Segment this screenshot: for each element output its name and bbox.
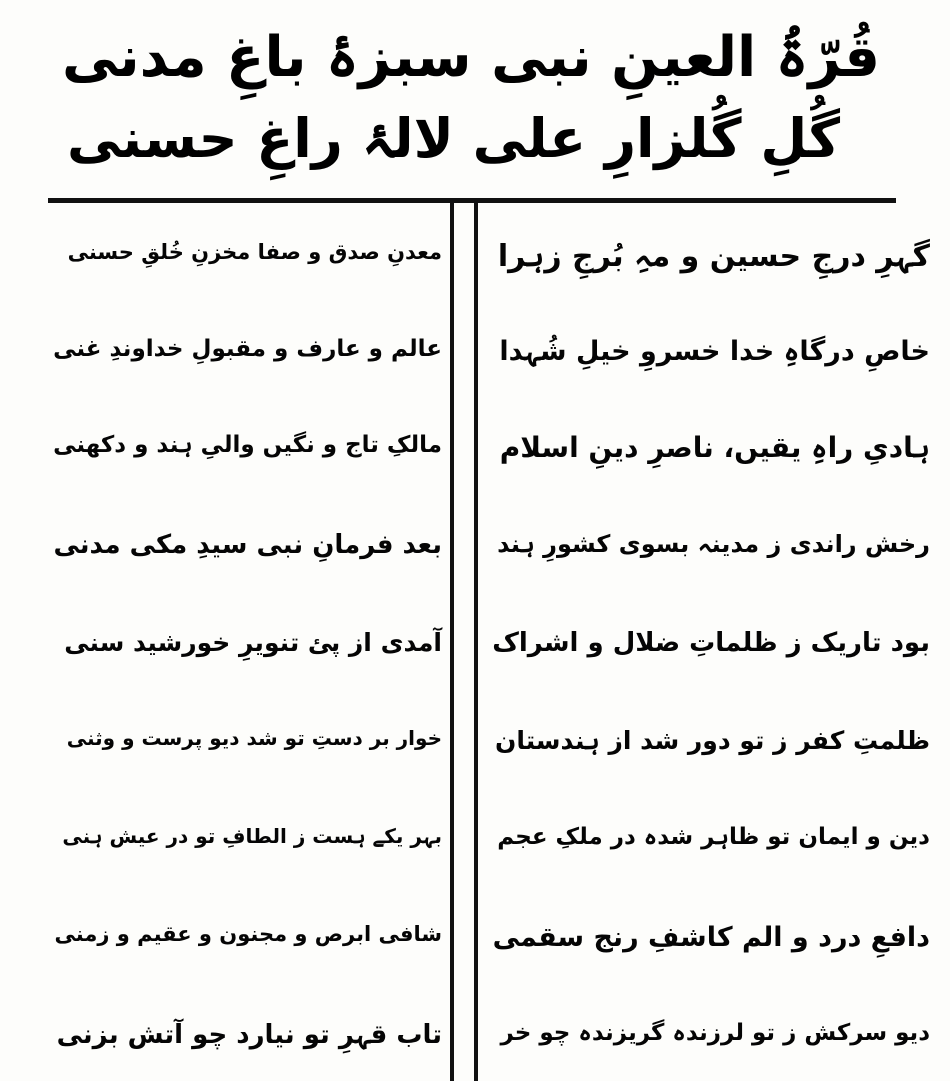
verse-right-4: رخش راندی ز مدینہ بسوی کشورِ ہند [497, 530, 930, 558]
verse-right-6: ظلمتِ کفر ز تو دور شد از ہندستان [495, 726, 930, 755]
verse-left-4: بعد فرمانِ نبی سیدِ مکی مدنی [53, 530, 442, 560]
heading-line-2: گُلِ گُلزارِ علی لالۂ راغِ حسنی [67, 107, 840, 170]
column-divider-right [474, 203, 478, 1081]
horizontal-rule [48, 198, 896, 203]
verse-right-3: ہادیِ راہِ یقیں، ناصرِ دینِ اسلام [499, 431, 930, 464]
left-column [52, 220, 442, 1080]
verse-right-1: گہرِ درجِ حسین و مہِ بُرجِ زہرا [497, 239, 930, 274]
verse-left-7: بہر یکے ہست ز الطافِ تو در عیش ہنی [62, 824, 442, 848]
verse-left-2: عالم و عارف و مقبولِ خداوندِ غنی [53, 336, 442, 362]
verse-left-6: خوار بر دستِ تو شد دیو پرست و وثنی [66, 726, 442, 750]
verse-left-8: شافی ابرص و مجنون و عقیم و زمنی [54, 922, 442, 946]
verse-right-2: خاصِ درگاہِ خدا خسروِ خیلِ شُہدا [499, 336, 930, 367]
verse-right-9: دیو سرکش ز تو لرزندہ گریزندہ چو خر [500, 1020, 930, 1046]
verse-right-5: بود تاریک ز ظلماتِ ضلال و اشراک [492, 628, 930, 658]
verse-left-3: مالکِ تاج و نگیں والیِ ہند و دکھنی [53, 432, 442, 458]
verse-right-7: دین و ایمان تو ظاہر شدہ در ملکِ عجم [497, 824, 930, 850]
column-divider-left [450, 203, 454, 1081]
verse-right-8: دافعِ درد و الم کاشفِ رنج سقمی [492, 922, 930, 953]
verse-left-5: آمدی از پئ تنویرِ خورشید سنی [64, 628, 442, 657]
verse-left-9: تاب قہرِ تو نیارد چو آتش بزنی [56, 1020, 442, 1050]
heading-line-1: قُرّۃُ العینِ نبی سبزۂ باغِ مدنی [61, 25, 880, 90]
verse-left-1: معدنِ صدق و صفا مخزنِ خُلقِ حسنی [67, 240, 442, 264]
right-column [490, 220, 930, 1080]
